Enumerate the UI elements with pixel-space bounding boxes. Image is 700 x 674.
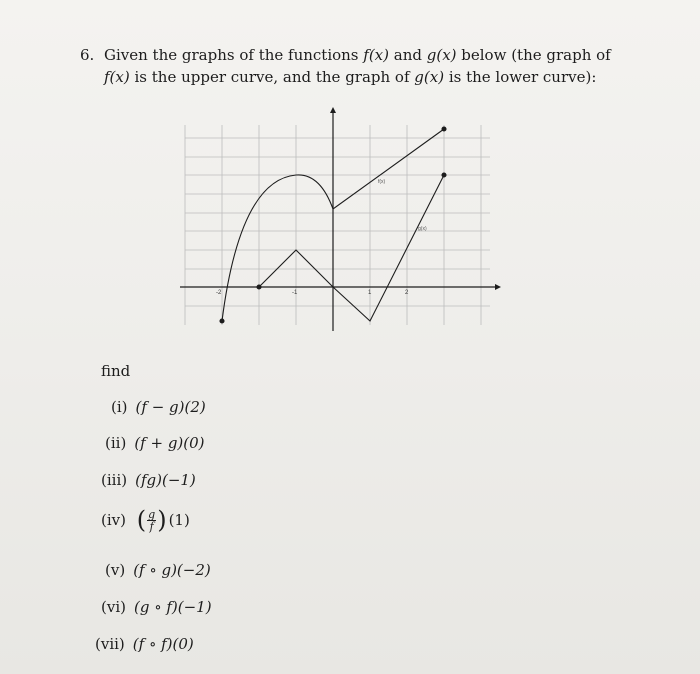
- part-expression: (f ∘ g)(−2): [133, 561, 211, 579]
- part-vii: [95, 635, 194, 653]
- curve-f-label: f(x): [378, 179, 386, 185]
- part-expression: (f − g)(2): [135, 398, 206, 416]
- part-label: (i): [111, 398, 128, 416]
- question-number: 6.: [80, 46, 95, 64]
- curve-g-endpoint: [442, 173, 446, 177]
- axes: [180, 107, 501, 331]
- f-of-x: f(x): [104, 68, 130, 86]
- part-label: (ii): [105, 434, 127, 452]
- part-label: (iv): [101, 511, 126, 529]
- part-expression: (1): [168, 511, 190, 529]
- part-expression: (f ∘ f)(0): [132, 635, 194, 653]
- curve-g-path: [259, 175, 444, 321]
- tick-label: -1: [292, 290, 298, 296]
- fraction-numerator: g: [148, 507, 156, 521]
- question-text-part: below (the graph of: [456, 46, 611, 64]
- part-v: [105, 561, 211, 579]
- question-line-2: [80, 66, 640, 88]
- tick-label: 1: [368, 290, 372, 296]
- curve-g-endpoint: [257, 285, 261, 289]
- question-line-1: [80, 44, 640, 66]
- part-label: (v): [105, 561, 126, 579]
- question-text: [80, 44, 640, 88]
- part-expression: (g ∘ f)(−1): [133, 598, 212, 616]
- part-expression: (fg)(−1): [135, 471, 196, 489]
- part-i: [111, 398, 206, 416]
- part-label: (vii): [95, 635, 125, 653]
- g-of-x: g(x): [426, 46, 457, 64]
- part-iv: [101, 506, 190, 534]
- part-label: (iii): [101, 471, 128, 489]
- find-label: find: [101, 362, 131, 380]
- curve-g-label: g(x): [418, 226, 427, 232]
- g-of-x: g(x): [414, 68, 445, 86]
- part-label: (vi): [101, 598, 126, 616]
- paren-open: (: [136, 506, 147, 534]
- question-text-part: and: [389, 46, 427, 64]
- tick-labels: [216, 290, 409, 296]
- function-graph: [150, 105, 510, 345]
- question-text-part: is the upper curve, and the graph of: [129, 68, 415, 86]
- grid: [185, 125, 490, 325]
- part-ii: [105, 434, 205, 452]
- part-expression: (f + g)(0): [134, 434, 205, 452]
- y-axis-arrow: [330, 107, 336, 113]
- part-vi: [101, 598, 212, 616]
- question-text-part: is the lower curve):: [444, 68, 597, 86]
- fraction-denominator: f: [149, 519, 154, 533]
- curve-f-endpoint: [220, 319, 224, 323]
- tick-label: -2: [216, 290, 222, 296]
- paren-close: ): [157, 506, 167, 534]
- part-iii: [101, 471, 196, 489]
- x-axis-arrow: [495, 284, 501, 290]
- tick-label: 2: [405, 290, 409, 296]
- fraction: [147, 509, 156, 532]
- f-of-x: f(x): [363, 46, 389, 64]
- curve-f-endpoint: [442, 127, 446, 131]
- question-text-part: Given the graphs of the functions: [104, 46, 364, 64]
